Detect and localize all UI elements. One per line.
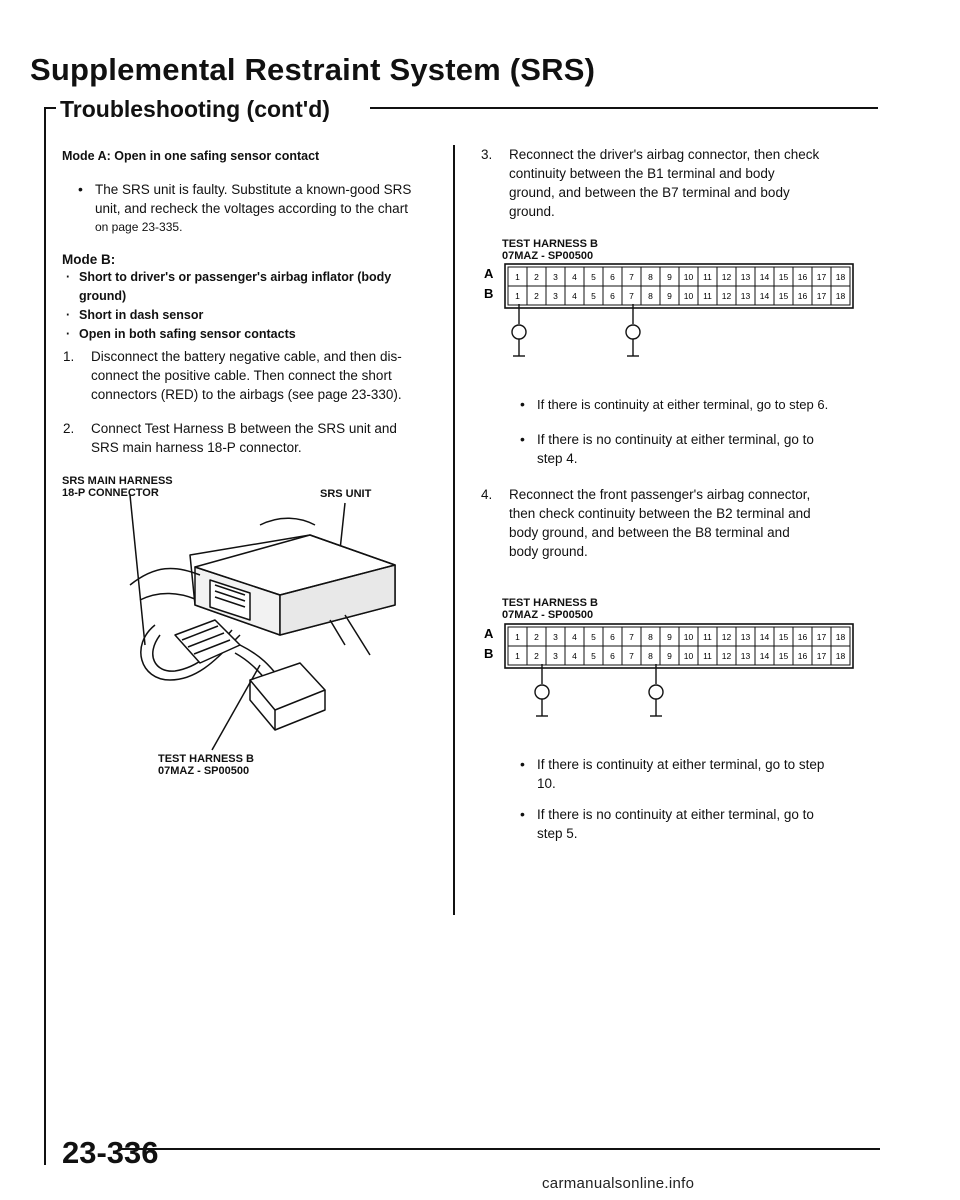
pin-number: 10 <box>683 291 694 301</box>
pin-number: 18 <box>835 632 846 642</box>
row-label-b: B <box>484 286 494 301</box>
pin-number: 16 <box>797 651 808 661</box>
pin-number: 14 <box>759 651 770 661</box>
pin-number: 2 <box>534 291 539 301</box>
page-number: 23-336 <box>62 1135 159 1170</box>
pin-number: 17 <box>816 632 827 642</box>
pin-number: 18 <box>835 291 846 301</box>
step-3: 3. Reconnect the driver's airbag connector, then check continuity between the B1 terminal and body ground, and between the B7 terminal and body ground. <box>481 147 820 219</box>
harness-label-1: TEST HARNESS B 07MAZ - SP00500 <box>502 238 598 262</box>
pin-number: 13 <box>740 272 751 282</box>
pin-number: 18 <box>835 272 846 282</box>
pin-number: 11 <box>703 291 712 301</box>
pin-number: 15 <box>778 272 789 282</box>
pin-number: 9 <box>667 632 672 642</box>
text-line: • The SRS unit is faulty. Substitute a known-good SRS <box>95 182 412 197</box>
footer-rule <box>120 1148 880 1150</box>
srs-unit-label: SRS UNIT <box>320 488 372 500</box>
pin-number: 12 <box>721 291 732 301</box>
srs-main-harness-label: SRS MAIN HARNESS 18-P CONNECTOR <box>62 475 173 499</box>
pin-number: 2 <box>534 632 539 642</box>
pin-number: 3 <box>553 272 558 282</box>
mode-b-list <box>66 268 392 344</box>
step-4: 4. Reconnect the front passenger's airbag connector, then check continuity between the B2 terminal and body ground, and between the B8 terminal and body ground. <box>481 487 811 559</box>
text-line: Connect Test Harness B between the SRS unit and <box>91 421 397 436</box>
pin-number: 17 <box>816 272 827 282</box>
text-line: ground, and between the B7 terminal and body <box>509 185 790 200</box>
page-title: Supplemental Restraint System (SRS) <box>30 52 596 87</box>
pin-number: 2 <box>534 651 539 661</box>
pin-number: 7 <box>629 272 634 282</box>
pin-number: 3 <box>553 651 558 661</box>
list-item: ground) <box>79 289 127 303</box>
pin-number: 15 <box>778 651 789 661</box>
pin-number: 10 <box>683 651 694 661</box>
test-harness-label: TEST HARNESS B 07MAZ - SP00500 <box>158 753 254 777</box>
pin-number: 11 <box>703 272 712 282</box>
list-item: · Short to driver's or passenger's airbag inflator (body <box>66 270 392 284</box>
pin-number: 14 <box>759 291 770 301</box>
pin-number: 9 <box>667 651 672 661</box>
text-line: continuity between the B1 terminal and body <box>509 166 775 181</box>
pin-number: 4 <box>572 272 577 282</box>
text-line: on page 23-335. <box>95 220 183 234</box>
pin-number: 16 <box>797 272 808 282</box>
pin-number: 12 <box>721 272 732 282</box>
mode-a-bullet <box>95 180 411 237</box>
pin-number: 17 <box>816 291 827 301</box>
text-line: unit, and recheck the voltages according to the chart <box>95 201 408 216</box>
row-label-a: A <box>484 626 494 641</box>
pin-number: 8 <box>648 272 653 282</box>
mode-a-heading: Mode A: Open in one safing sensor contact <box>62 149 320 163</box>
step-2: 2. Connect Test Harness B between the SRS unit and SRS main harness 18-P connector. <box>63 421 397 455</box>
text-line: SRS main harness 18-P connector. <box>91 440 302 455</box>
mode-b-heading: Mode B: <box>62 252 116 267</box>
step-4-bullet-2: • If there is no continuity at either terminal, go to step 5. <box>537 805 814 843</box>
pin-number: 12 <box>721 632 732 642</box>
pin-number: 13 <box>740 651 751 661</box>
pin-number: 3 <box>553 291 558 301</box>
row-label-b: B <box>484 646 494 661</box>
text-line: Reconnect the front passenger's airbag connector, <box>509 487 811 502</box>
pin-number: 7 <box>629 651 634 661</box>
pin-number: 4 <box>572 291 577 301</box>
pin-number: 8 <box>648 632 653 642</box>
step-3-bullet-2: • If there is no continuity at either terminal, go to step 4. <box>537 430 814 468</box>
pin-number: 5 <box>591 632 596 642</box>
pin-number: 8 <box>648 651 653 661</box>
pin-number: 4 <box>572 651 577 661</box>
pin-number: 9 <box>667 272 672 282</box>
pin-number: 6 <box>610 632 615 642</box>
pin-number: 8 <box>648 291 653 301</box>
step-3-bullet-1: • If there is continuity at either terminal, go to step 6. <box>537 395 828 414</box>
left-margin-rule <box>44 107 46 1165</box>
pin-number: 6 <box>610 291 615 301</box>
text-line: body ground. <box>509 544 588 559</box>
pin-number: 3 <box>553 632 558 642</box>
row-label-a: A <box>484 266 494 281</box>
text-line: connect the positive cable. Then connect the short <box>91 368 392 383</box>
pin-number: 14 <box>759 272 770 282</box>
section-subtitle: Troubleshooting (cont'd) <box>60 96 330 122</box>
step-4-bullet-1: • If there is continuity at either terminal, go to step 10. <box>537 755 824 793</box>
pin-number: 5 <box>591 272 596 282</box>
pin-number: 1 <box>515 291 520 301</box>
text-line: body ground, and between the B8 terminal and <box>509 525 790 540</box>
pin-number: 12 <box>721 651 732 661</box>
srs-unit-illustration <box>100 495 420 760</box>
text-line: connectors (RED) to the airbags (see page 23-330). <box>91 387 402 402</box>
pin-number: 5 <box>591 291 596 301</box>
step-1: 1. Disconnect the battery negative cable, and then dis- connect the positive cable. Then connect the short connectors (RED) to the airbags (see page 23-330). <box>63 349 402 402</box>
connector-diagram-2 <box>478 622 858 727</box>
text-line: then check continuity between the B2 terminal and <box>509 506 811 521</box>
pin-number: 16 <box>797 632 808 642</box>
pin-number: 14 <box>759 632 770 642</box>
pin-number: 6 <box>610 651 615 661</box>
pin-number: 18 <box>835 651 846 661</box>
pin-number: 5 <box>591 651 596 661</box>
connector-diagram-1 <box>478 262 858 367</box>
header-rule <box>370 107 878 109</box>
pin-number: 10 <box>683 632 694 642</box>
pin-number: 6 <box>610 272 615 282</box>
pin-number: 2 <box>534 272 539 282</box>
list-item: · Open in both safing sensor contacts <box>66 327 296 341</box>
pin-number: 10 <box>683 272 694 282</box>
pin-number: 13 <box>740 632 751 642</box>
column-divider <box>453 145 455 915</box>
pin-number: 4 <box>572 632 577 642</box>
pin-number: 7 <box>629 291 634 301</box>
pin-number: 1 <box>515 272 520 282</box>
text-line: Disconnect the battery negative cable, and then dis- <box>91 349 402 364</box>
pin-number: 13 <box>740 291 751 301</box>
text-line: ground. <box>509 204 555 219</box>
pin-number: 15 <box>778 632 789 642</box>
pin-number: 16 <box>797 291 808 301</box>
pin-number: 11 <box>703 651 712 661</box>
list-item: · Short in dash sensor <box>66 308 204 322</box>
text-line: Reconnect the driver's airbag connector, then check <box>509 147 820 162</box>
harness-label-2: TEST HARNESS B 07MAZ - SP00500 <box>502 597 598 621</box>
pin-number: 11 <box>703 632 712 642</box>
watermark: carmanualsonline.info <box>542 1175 695 1192</box>
pin-number: 7 <box>629 632 634 642</box>
pin-number: 9 <box>667 291 672 301</box>
pin-number: 17 <box>816 651 827 661</box>
pin-number: 1 <box>515 651 520 661</box>
pin-number: 1 <box>515 632 520 642</box>
pin-number: 15 <box>778 291 789 301</box>
